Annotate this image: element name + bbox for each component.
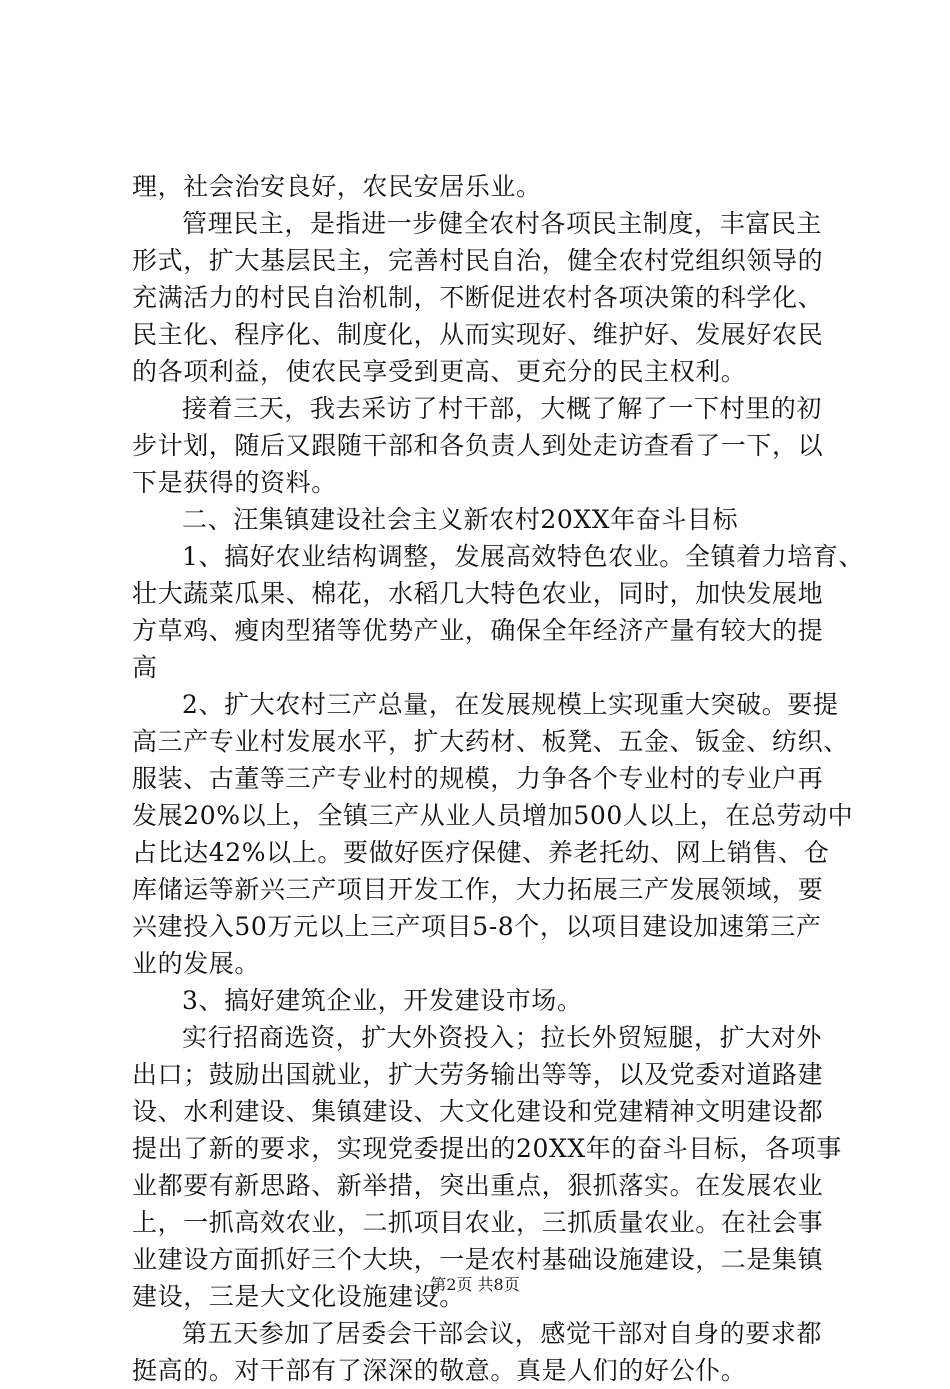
text-line: 二、汪集镇建设社会主义新农村20XX年奋斗目标 [182,505,739,534]
text-line: 充满活力的村民自治机制，不断促进农村各项决策的科学化、 [132,283,824,312]
text-line: 兴建投入50万元以上三产项目5-8个，以项目建设加速第三产 [132,912,822,941]
text-line: 形式，扩大基层民主，完善村民自治，健全农村党组织领导的 [132,246,824,275]
text-line: 第五天参加了居委会干部会议，感觉干部对自身的要求都 [182,1319,823,1348]
text-line: 3、搞好建筑企业，开发建设市场。 [182,986,583,1015]
document-body [132,168,865,1389]
text-line: 占比达42%以上。要做好医疗保健、养老托幼、网上销售、仓 [132,838,830,867]
text-line: 设、水利建设、集镇建设、大文化建设和党建精神文明建设都 [132,1097,824,1126]
text-line: 业建设方面抓好三个大块，一是农村基础设施建设，二是集镇 [132,1245,824,1274]
text-line: 发展20%以上，全镇三产从业人员增加500人以上，在总劳动中 [132,801,854,830]
page-footer: 第2页 共8页 [430,1275,520,1294]
text-line: 实行招商选资，扩大外资投入；拉长外贸短腿，扩大对外 [182,1023,823,1052]
text-line: 服装、古董等三产专业村的规模，力争各个专业村的专业户再 [132,764,824,793]
text-line: 理，社会治安良好，农民安居乐业。 [132,172,542,201]
text-line: 的各项利益，使农民享受到更高、更充分的民主权利。 [132,357,747,386]
text-line: 民主化、程序化、制度化，从而实现好、维护好、发展好农民 [132,320,824,349]
text-line: 建设，三是大文化设施建设。 [132,1282,465,1311]
text-line: 管理民主，是指进一步健全农村各项民主制度，丰富民主 [182,209,823,238]
text-line: 上，一抓高效农业，二抓项目农业，三抓质量农业。在社会事 [132,1208,824,1237]
text-line: 方草鸡、瘦肉型猪等优势产业，确保全年经济产量有较大的提 [132,616,824,645]
text-line: 业都要有新思路、新举措，突出重点，狠抓落实。在发展农业 [132,1171,824,1200]
text-line: 2、扩大农村三产总量，在发展规模上实现重大突破。要提 [182,690,839,719]
text-line: 业的发展。 [132,949,261,978]
text-line: 提出了新的要求，实现党委提出的20XX年的奋斗目标，各项事 [132,1134,842,1163]
text-line: 高三产专业村发展水平，扩大药材、板凳、五金、钣金、纺织、 [132,727,849,756]
text-line: 壮大蔬菜瓜果、棉花，水稻几大特色农业，同时，加快发展地 [132,579,824,608]
text-line: 库储运等新兴三产项目开发工作，大力拓展三产发展领域，要 [132,875,824,904]
text-line: 1、搞好农业结构调整，发展高效特色农业。全镇着力培育、 [182,542,865,571]
text-line: 高 [132,653,158,682]
text-line: 出口；鼓励出国就业，扩大劳务输出等等，以及党委对道路建 [132,1060,824,1089]
text-line: 步计划，随后又跟随干部和各负责人到处走访查看了一下，以 [132,431,824,460]
text-line: 接着三天，我去采访了村干部，大概了解了一下村里的初 [182,394,823,423]
text-line: 挺高的。对干部有了深深的敬意。真是人们的好公仆。 [132,1356,747,1385]
text-line: 下是获得的资料。 [132,468,337,497]
